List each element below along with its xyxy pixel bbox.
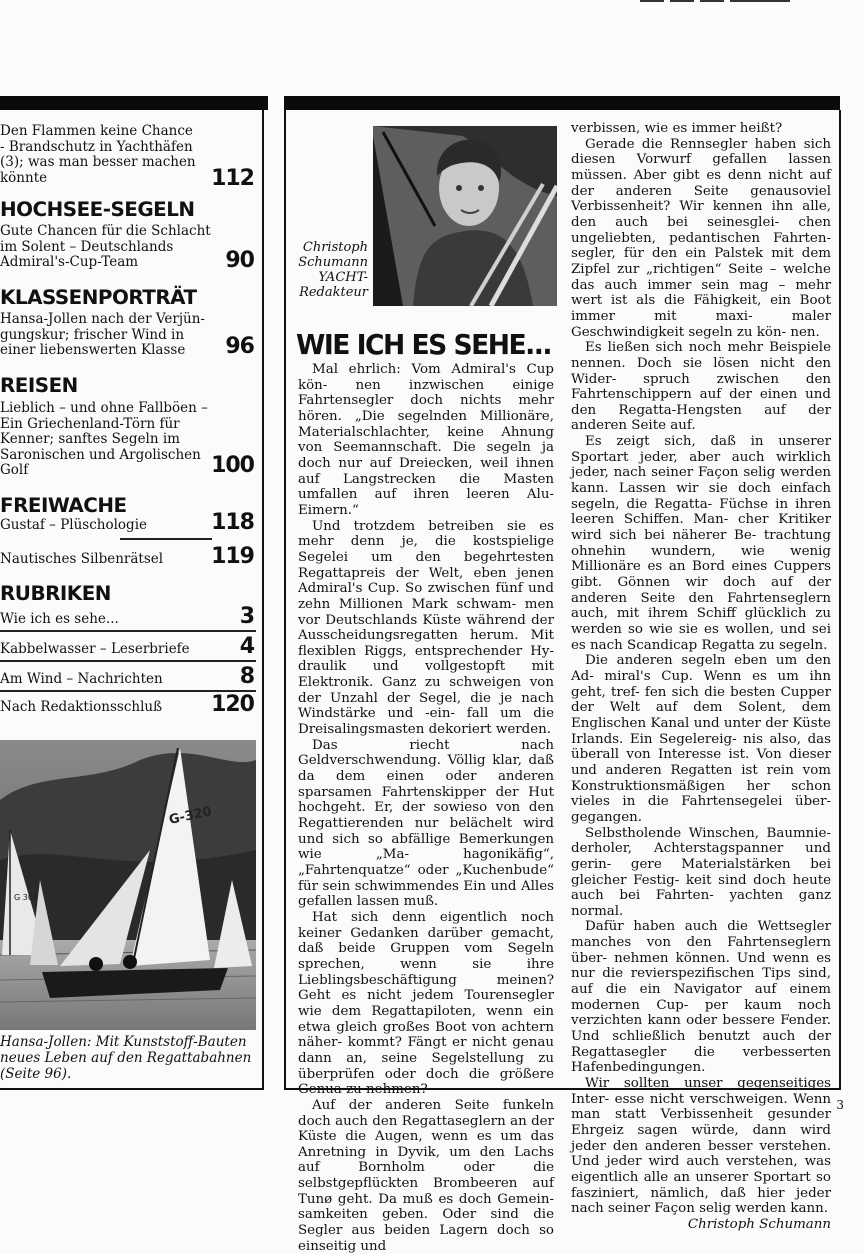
toc-entry[interactable] — [0, 634, 258, 659]
toc-entry[interactable] — [0, 401, 258, 479]
toc-entry-description: Gustaf – Plüschologie — [0, 517, 148, 533]
top-rule-dash — [700, 0, 724, 2]
author-portrait-photo — [373, 126, 557, 306]
toc-entry[interactable] — [0, 604, 258, 629]
section-heading: FREIWACHE — [0, 494, 127, 517]
top-rule-dash — [640, 0, 664, 2]
sailing-photo-illustration — [0, 740, 256, 1030]
author-caption: Christoph Schumann YACHT-Redakteur — [298, 240, 368, 300]
section-heading: KLASSENPORTRÄT — [0, 286, 197, 309]
paragraph: Dafür haben auch die Wettsegler manches von den Fahrtenseglern über- nehmen können. Und wenn es nur die revierspezifischen Tips sind, auf die ein Navigator auf einem modernen Cup- per kaum noch verzichten kann oder bessere Fender. Und schließlich benutzt auch der Regattasegler die verbesserten Hafenbedingungen. — [571, 919, 831, 1076]
sailing-dinghy-photo — [0, 740, 256, 1030]
left-column-bottom-rule — [0, 1088, 264, 1090]
toc-entry-description: Den Flammen keine Chance - Brandschutz in Yachthäfen (3); was man besser machen könnte — [0, 123, 196, 186]
paragraph: Es ließen sich noch mehr Beispiele nennen. Doch sie lösen nicht den Wider- spruch zwischen den Fahrtenschippern auf der einen und den Regatta-Hengsten auf der anderen Seite auf. — [571, 340, 831, 434]
toc-entry-page: 3 — [239, 604, 254, 629]
toc-entry-page: 119 — [211, 544, 254, 569]
toc-entry-page: 118 — [211, 510, 254, 535]
toc-entry[interactable] — [0, 224, 258, 271]
article-headline: WIE ICH ES SEHE... — [296, 328, 551, 361]
toc-entry[interactable] — [0, 123, 258, 191]
photo-caption: Hansa-Jollen: Mit Kunststoff-Bauten neues Leben auf den Regattabahnen (Seite 96). — [0, 1034, 252, 1082]
page-number: 3 — [836, 1098, 844, 1112]
toc-entry-description: Nach Redaktionsschluß — [0, 699, 163, 715]
toc-entry-description: Am Wind – Nachrichten — [0, 671, 163, 687]
paragraph: Gerade die Rennsegler haben sich diesen Vorwurf gefallen lassen müssen. Aber gibt es denn nicht auf der anderen Seite genausoviel Verbissenheit? Wir kennen ihn alle, den auch bei seinesglei- chen ungeliebten, pedantischen Fahrten- segler, für den ein Palstek mit dem Zipfel zur „richtigen“ Seite – welche das auch immer sein mag – mehr wert ist als die Fähigkeit, ein Boot immer mit maxi- maler Geschwindigkeit segeln zu kön- nen. — [571, 136, 831, 340]
toc-entry[interactable] — [0, 664, 258, 689]
sail-number: G-320 — [167, 804, 214, 828]
paragraph: Mal ehrlich: Vom Admiral's Cup kön- nen inzwischen einige Fahrtensegler doch nichts mehr hören. „Die segelnden Millionäre, Materialschlachter, keine Ahnung von Seemannschaft. Die segeln ja doch nur auf Dreiecken, weil ihnen auf Langstrecken die Masten umfallen auf ihren leeren Alu-Eimern.“ — [298, 362, 554, 518]
paragraph: Wir sollten unser gegenseitiges Inter- esse nicht verschweigen. Wenn man statt Verbissenheit gesunder Ehrgeiz sagen würde, dann wird jeder den anderen besser verstehen. Und jeder wird auch verstehen, was eigentlich alle an unserer Sportart so fasziniert, nämlich, daß hier jeder nach seiner Façon selig werden kann. — [571, 1076, 831, 1217]
paragraph: Selbstholende Winschen, Baumnie- derholer, Achterstagspanner und gerin- gere Materialstärken bei gleicher Festig- keit sind doch heute auch bei Fahrten- yachten ganz normal. — [571, 825, 831, 919]
toc-divider — [120, 538, 212, 540]
toc-entry-description: Hansa-Jollen nach der Verjün- gungskur; frischer Wind in einer liebenswerten Klasse — [0, 311, 205, 359]
right-header-bar — [284, 96, 840, 110]
article-column-1 — [298, 362, 554, 1254]
paragraph: Das riecht nach Geldverschwendung. Völlig klar, daß da dem einen oder anderen sparsamen Fahrtenskipper der Hut hochgeht. Er, der sowieso von den Regattierenden nur belächelt wird und sich so abfällige Bemerkungen wie „Ma- hagonikäfig“, „Fahrtenquatze“ oder „Kuchenbude“ für sein schwimmendes Ein und Alles gefallen lassen muß. — [298, 737, 554, 910]
toc-entry-description: Nautisches Silbenrätsel — [0, 551, 164, 567]
paragraph: Auf der anderen Seite funkeln doch auch den Regattaseglern an der Küste die Augen, wenn es um das Anretning in Dyvik, um den Lachs auf Bornholm oder die selbstgepflückten Brombeeren auf Tunø geht. Da muß es doch Gemein- samkeiten geben. Oder sind die Segler aus beiden Lagern doch so einseitig und — [298, 1097, 554, 1254]
author-signature: Christoph Schumann — [687, 1216, 831, 1232]
toc-entry-description: Lieblich – und ohne Fallböen – Ein Griechenland-Törn für Kenner; sanftes Segeln im Saronischen und Argolischen Golf — [0, 400, 208, 479]
toc-divider — [0, 660, 256, 662]
toc-entry-description: Wie ich es sehe... — [0, 611, 119, 627]
toc-divider — [0, 630, 256, 632]
toc-entry-page: 112 — [211, 166, 254, 191]
left-column-border — [262, 110, 264, 1090]
section-heading: RUBRIKEN — [0, 582, 111, 605]
toc-entry[interactable] — [0, 692, 258, 717]
paragraph: Und trotzdem betreiben sie es mehr denn je, die kostspielige Segelei um den begehrtesten Regattapreis der Welt, eben jenen Admiral's Cup. So zwischen fünf und zehn Millionen Mark schwam- men vor Deutschlands Küste während der Ausscheidungsregatten herum. Mit flexiblen Riggs, entsprechender Hy- draulik und vollgestopft mit Elektronik. Ganz zu schweigen von der Unzahl der Segel, die je nach Windstärke und -ein- fall um die Dreisalingsmasten dekoriert werden. — [298, 518, 554, 738]
paragraph: Es zeigt sich, daß in unserer Sportart jeder, aber auch wirklich jeder, nach seiner Façon selig werden kann. Lassen wir sie doch einfach segeln, die Regatta- Füchse in ihren leeren Schiffen. Man- cher Kritiker wird sich bei näherer Be- trachtung ohnehin wundern, wie wenig Millionäre es an Bord eines Cuppers gibt. Gönnen wir doch auf der anderen Seite den Fahrtenseglern auch, mit ihrem Schiff glücklich zu werden so wie sie es wollen, und sei es nach Scandicap Regatta zu segeln. — [571, 434, 831, 653]
toc-entry-page: 90 — [225, 248, 254, 273]
toc-entry-page: 120 — [211, 692, 254, 717]
toc-entry-page: 100 — [211, 453, 254, 478]
toc-entry[interactable] — [0, 510, 258, 535]
section-heading: REISEN — [0, 374, 78, 397]
toc-entry-page: 96 — [225, 334, 254, 359]
author-portrait-illustration — [373, 126, 557, 306]
paragraph: Die anderen segeln eben um den Ad- miral's Cup. Wenn es um ihn geht, tref- fen sich die besten Cupper der Welt auf dem Solent, dem Englischen Kanal und unter der Küste Irlands. Ein Segelereig- nis also, das überall von Interesse ist. Von dieser und anderen Regatten ist rein vom Konstruktionsmäßigen her schon vieles in die Fahrtensegelei über- gegangen. — [571, 653, 831, 825]
sail-number: G 304 — [14, 893, 39, 902]
article-column-2 — [571, 121, 831, 1233]
paragraph: Hat sich denn eigentlich noch keiner Gedanken darüber gemacht, daß beide Gruppen vom Segeln sprechen, wenn sie ihre Lieblingsbeschäftigung meinen? Geht es nicht jedem Tourensegler wie dem Regattapiloten, wenn ein etwa gleich großes Boot von achtern näher- kommt? Fängt er nicht genau dann an, seine Segelstellung zu überprüfen oder doch die größere Genua zu nehmen? — [298, 909, 554, 1098]
toc-entry-description: Gute Chancen für die Schlacht im Solent – Deutschlands Admiral's-Cup-Team — [0, 223, 211, 271]
section-heading: HOCHSEE-SEGELN — [0, 198, 195, 221]
toc-entry-description: Kabbelwasser – Leserbriefe — [0, 641, 190, 657]
toc-entry-page: 4 — [239, 634, 254, 659]
toc-entry-page: 8 — [239, 664, 254, 689]
paragraph: verbissen, wie es immer heißt? — [571, 121, 783, 136]
top-rule-dash — [670, 0, 694, 2]
toc-entry[interactable] — [0, 312, 258, 359]
toc-entry[interactable] — [0, 544, 258, 569]
top-rule-dash — [730, 0, 790, 2]
left-header-bar — [0, 96, 268, 110]
